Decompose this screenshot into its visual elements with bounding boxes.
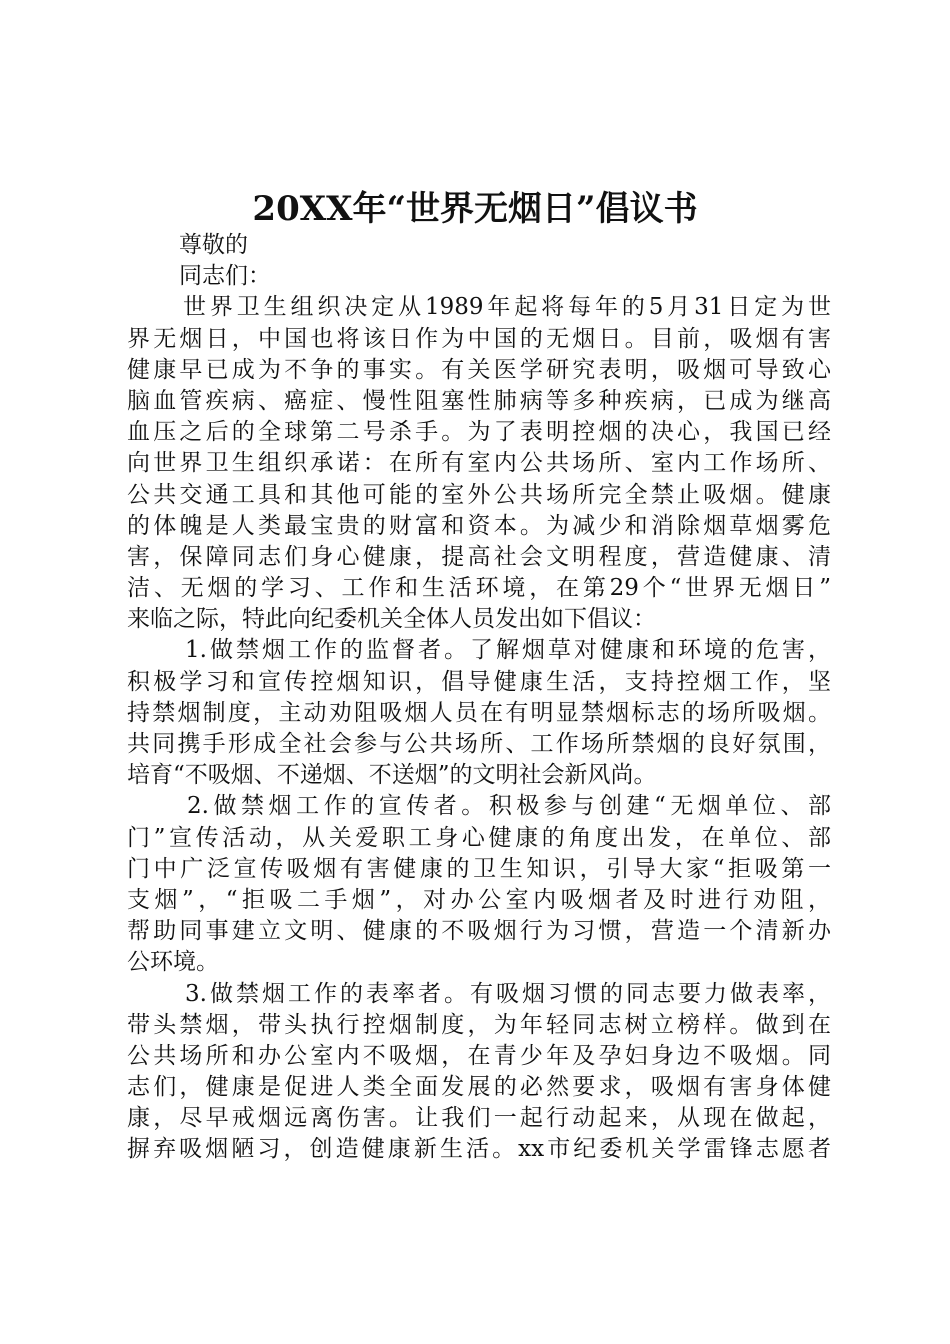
paragraph-line: 支烟”，“拒吸二手烟”，对办公室内吸烟者及时进行劝阻， — [127, 886, 831, 913]
paragraph-line: 的体魄是人类最宝贵的财富和资本。为减少和消除烟草烟雾危 — [127, 512, 831, 539]
paragraph-line: 3.做禁烟工作的表率者。有吸烟习惯的同志要力做表率， — [185, 980, 831, 1007]
paragraph-line: 血压之后的全球第二号杀手。为了表明控烟的决心，我国已经 — [127, 419, 831, 446]
paragraph-line: 1.做禁烟工作的监督者。了解烟草对健康和环境的危害， — [185, 637, 831, 664]
paragraph-line: 公共交通工具和其他可能的室外公共场所完全禁止吸烟。健康 — [127, 481, 831, 508]
paragraph-line: 世界卫生组织决定从1989年起将每年的5月31日定为世 — [183, 294, 831, 321]
document-body — [127, 230, 831, 1166]
paragraph-line: 带头禁烟，带头执行控烟制度，为年轻同志树立榜样。做到在 — [127, 1011, 831, 1038]
paragraph-line: 界无烟日，中国也将该日作为中国的无烟日。目前，吸烟有害 — [127, 325, 831, 352]
paragraph-line: 志们，健康是促进人类全面发展的必然要求，吸烟有害身体健 — [127, 1074, 831, 1101]
paragraph-line: 害，保障同志们身心健康，提高社会文明程度，营造健康、清 — [127, 543, 831, 570]
salutation-line: 尊敬的 — [179, 232, 248, 258]
paragraph-line: 摒弃吸烟陋习，创造健康新生活。xx市纪委机关学雷锋志愿者 — [127, 1136, 831, 1163]
paragraph-line: 洁、无烟的学习、工作和生活环境，在第29个“世界无烟日” — [127, 575, 831, 602]
paragraph-line: 脑血管疾病、癌症、慢性阻塞性肺病等多种疾病，已成为继高 — [127, 387, 831, 414]
paragraph-line: 共同携手形成全社会参与公共场所、工作场所禁烟的良好氛围， — [127, 731, 831, 757]
paragraph-line: 来临之际，特此向纪委机关全体人员发出如下倡议： — [127, 606, 656, 633]
paragraph-line: 康，尽早戒烟远离伤害。让我们一起行动起来，从现在做起， — [127, 1105, 831, 1132]
paragraph-line: 门中广泛宣传吸烟有害健康的卫生知识，引导大家“拒吸第一 — [127, 855, 831, 882]
paragraph-line: 持禁烟制度，主动劝阻吸烟人员在有明显禁烟标志的场所吸烟。 — [127, 699, 831, 726]
paragraph-line: 向世界卫生组织承诺：在所有室内公共场所、室内工作场所、 — [127, 450, 831, 477]
paragraph-line: 帮助同事建立文明、健康的不吸烟行为习惯，营造一个清新办 — [127, 918, 831, 945]
paragraph-line: 门”宣传活动，从关爱职工身心健康的角度出发，在单位、部 — [127, 824, 831, 851]
paragraph-line: 公共场所和办公室内不吸烟，在青少年及孕妇身边不吸烟。同 — [127, 1042, 831, 1069]
paragraph-line: 公环境。 — [127, 949, 219, 976]
document-title: 20XX年“世界无烟日”倡议书 — [252, 189, 698, 229]
paragraph-line: 2.做禁烟工作的宣传者。积极参与创建“无烟单位、部 — [187, 793, 831, 820]
paragraph-line: 积极学习和宣传控烟知识，倡导健康生活，支持控烟工作，坚 — [127, 668, 831, 695]
salutation-line: 同志们： — [179, 263, 271, 290]
paragraph-line: 培育“不吸烟、不递烟、不送烟”的文明社会新风尚。 — [127, 762, 657, 789]
paragraph-line: 健康早已成为不争的事实。有关医学研究表明，吸烟可导致心 — [127, 356, 831, 383]
